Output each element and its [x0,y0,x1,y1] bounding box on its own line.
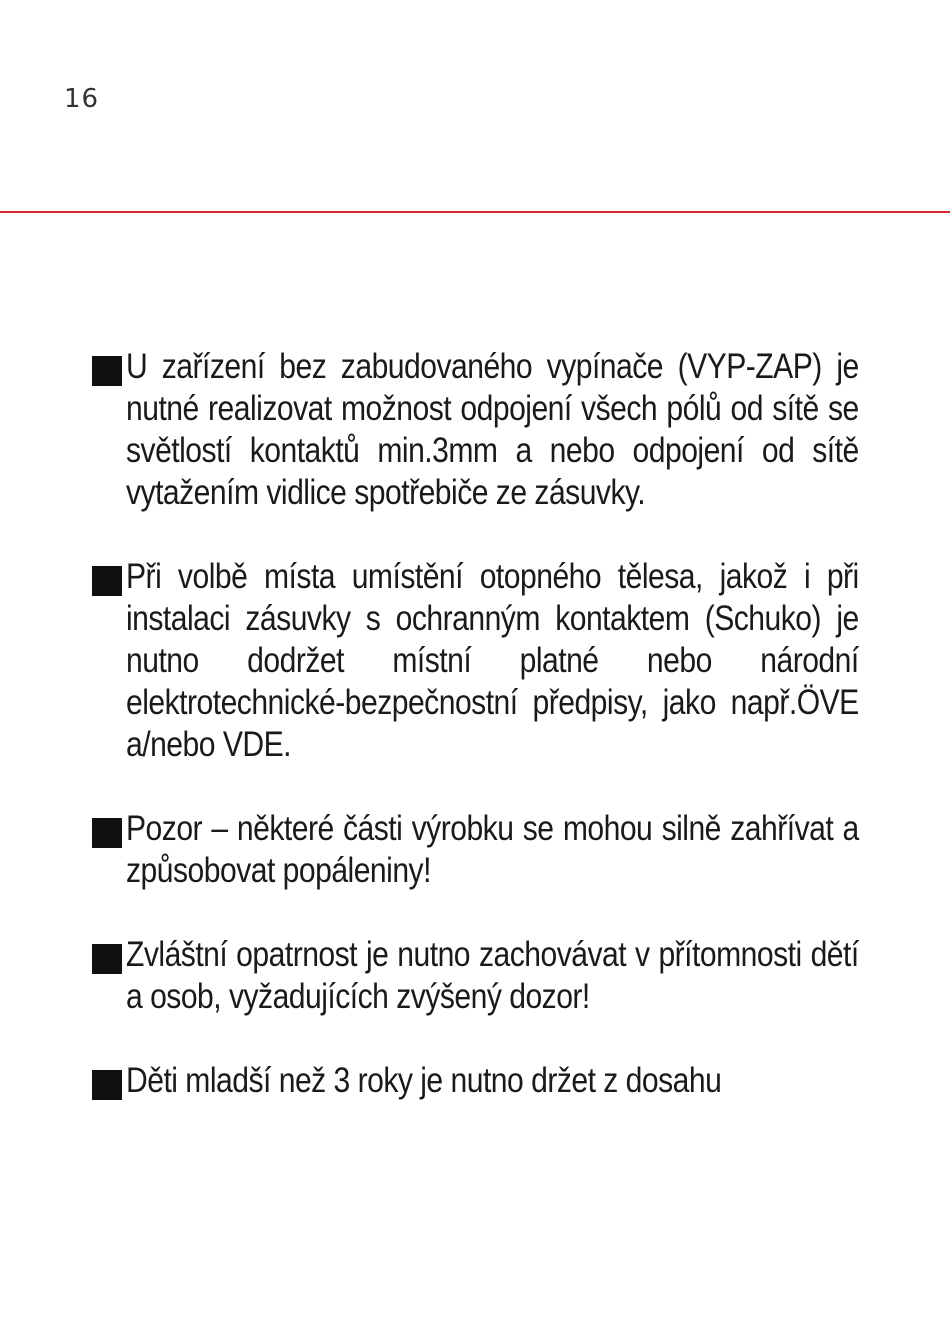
header-divider [0,211,950,213]
list-item [90,934,860,1018]
safety-instructions-list [90,346,860,1144]
list-item [90,1060,860,1102]
list-item-text: Pozor – některé části výrobku se mohou silně zahřívat a způsobovat popáleniny! [126,809,859,890]
list-item [90,808,860,892]
list-item-text: Děti mladší než 3 roky je nutno držet z dosahu [126,1061,722,1100]
list-item-text: Zvláštní opatrnost je nutno zachovávat v přítomnosti dětí a osob, vyžadujících zvýšený dozor! [126,935,859,1016]
list-item [90,346,860,514]
square-bullet-icon [92,944,122,974]
page-number: 16 [64,84,100,114]
list-item-text: Při volbě místa umístění otopného tělesa, jakož i při instalaci zásuvky s ochranným kontaktem (Schuko) je nutno dodržet místní platné nebo národní elektrotechnické-bezpečnostní předpisy, jako např.ÖVE a/nebo VDE. [126,557,859,764]
square-bullet-icon [92,356,122,386]
list-item [90,556,860,766]
square-bullet-icon [92,1070,122,1100]
square-bullet-icon [92,818,122,848]
square-bullet-icon [92,566,122,596]
list-item-text: U zařízení bez zabudovaného vypínače (VYP-ZAP) je nutné realizovat možnost odpojení všech pólů od sítě se světlostí kontaktů min.3mm a nebo odpojení od sítě vytažením vidlice spotřebiče ze zásuvky. [126,347,859,512]
